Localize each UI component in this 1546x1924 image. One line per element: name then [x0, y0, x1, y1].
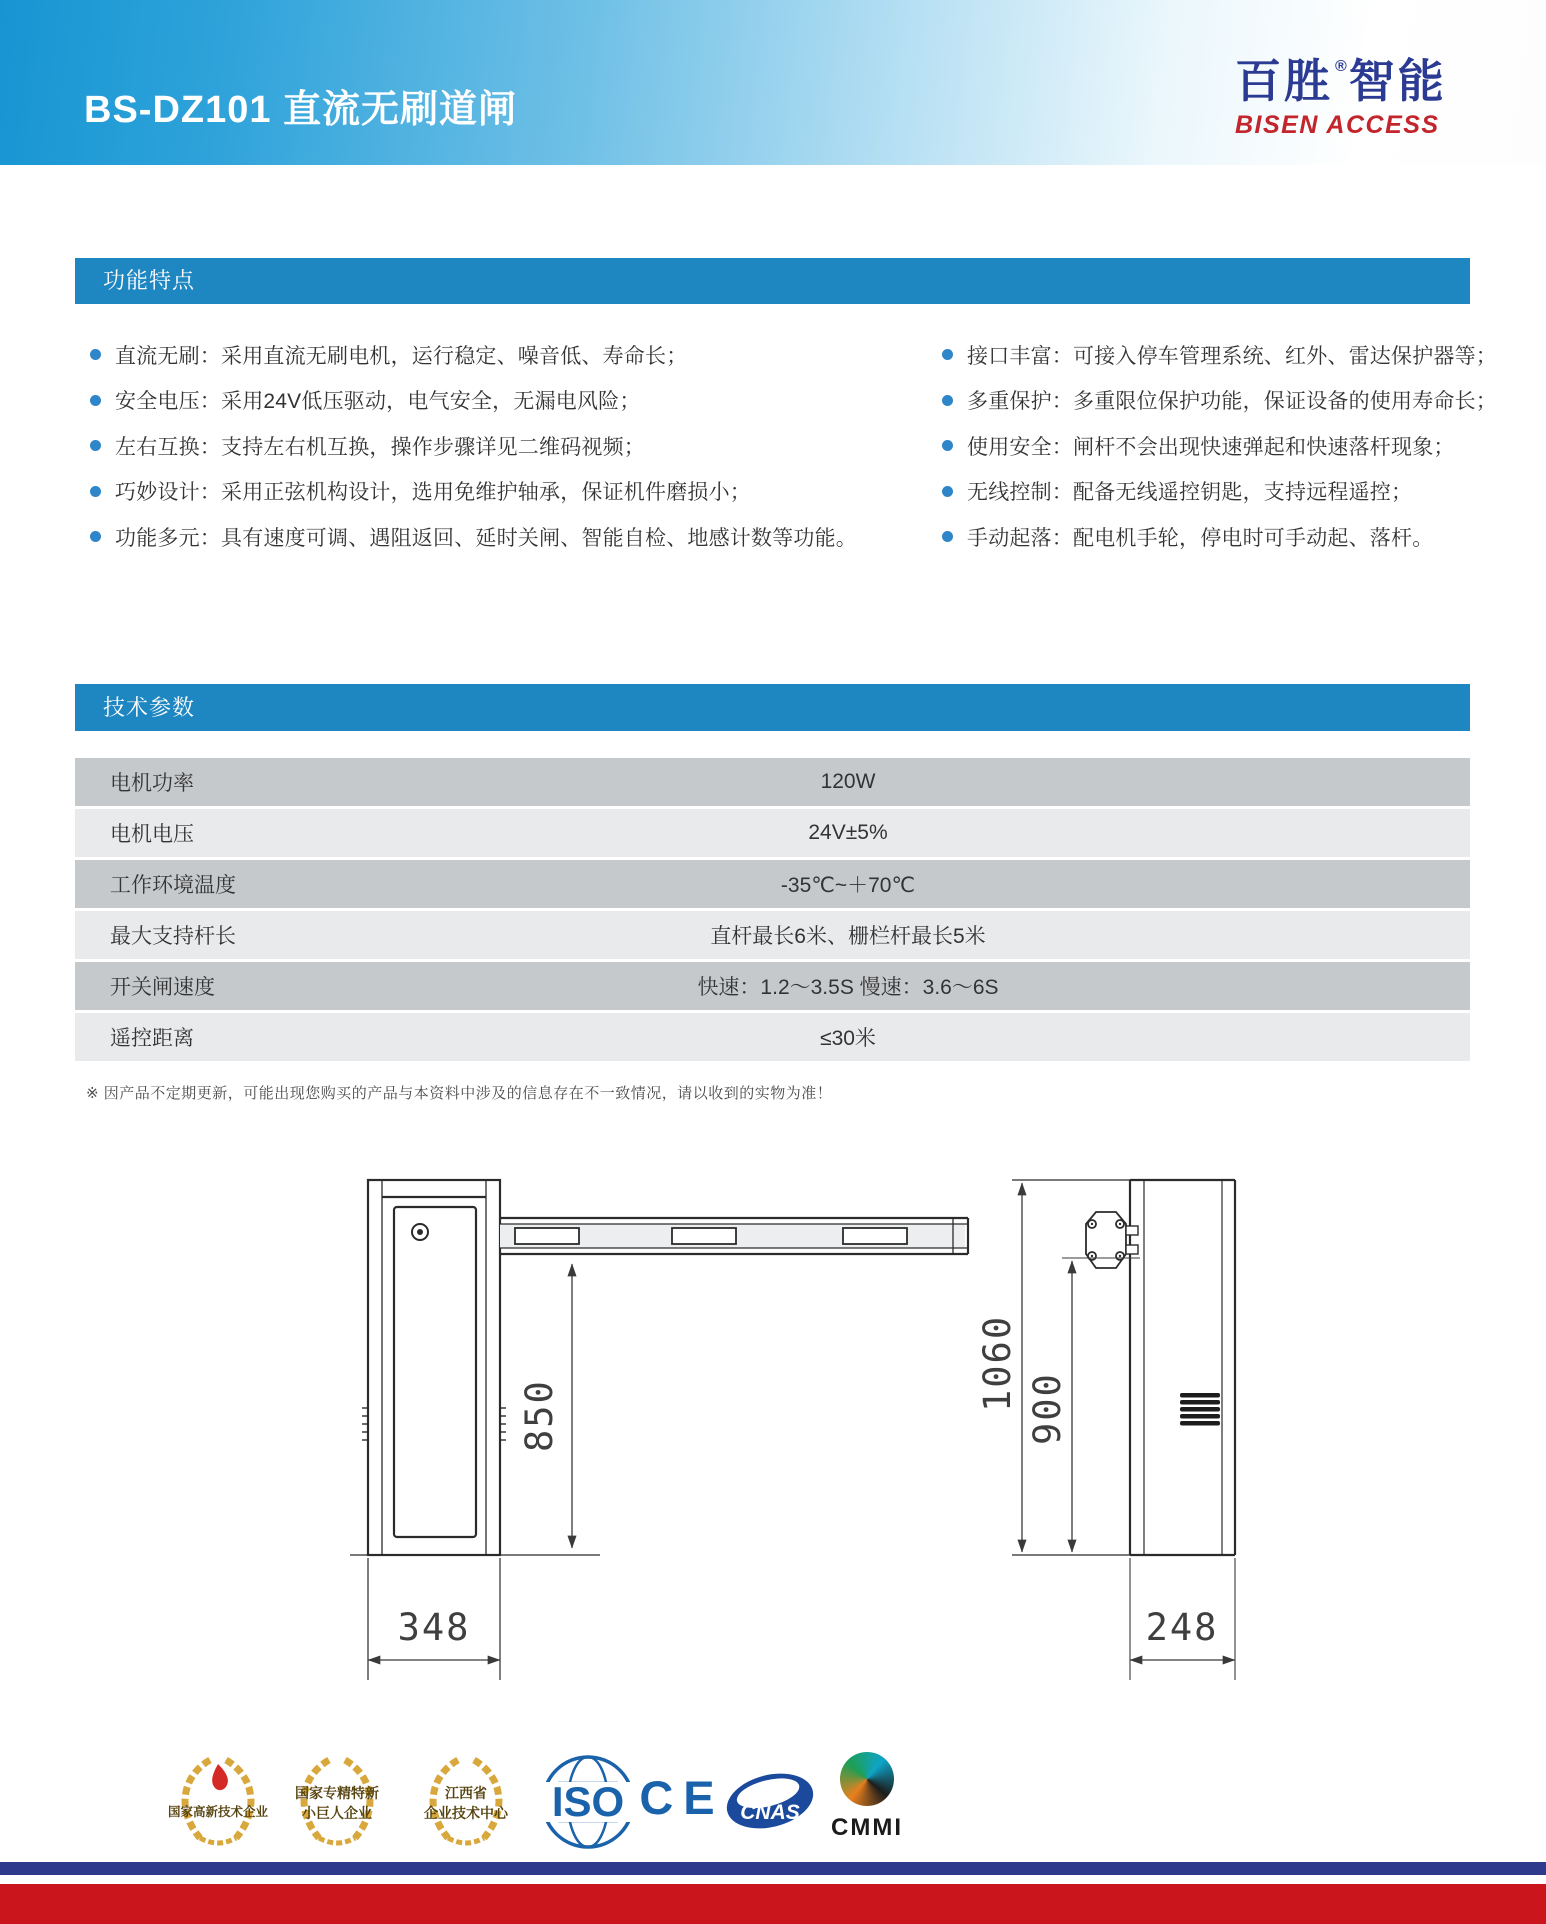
- spec-label: 电机电压: [110, 823, 194, 846]
- dim-side-height: 1060: [976, 1314, 1019, 1412]
- bullet-icon: [90, 440, 101, 451]
- spec-value: -35℃~＋70℃: [780, 874, 916, 897]
- brand-logo: [1235, 55, 1495, 139]
- bullet-icon: [90, 395, 101, 406]
- table-row: [75, 962, 1470, 1010]
- section-header-features: 功能特点: [75, 258, 1470, 304]
- header-banner: [0, 0, 1546, 165]
- svg-text:江西省: 江西省: [445, 1785, 487, 1801]
- table-row: [75, 758, 1470, 806]
- spec-value: 24V±5%: [808, 821, 888, 844]
- spec-label: 工作环境温度: [110, 874, 236, 897]
- table-row: [75, 911, 1470, 959]
- certification-badges: [0, 1748, 1000, 1858]
- feature-list-left: [90, 332, 920, 560]
- feature-item: 安全电压：采用24V低压驱动，电气安全，无漏电风险；: [90, 378, 920, 424]
- flame-icon: [212, 1764, 228, 1790]
- cnas-logo-icon: [724, 1762, 816, 1840]
- svg-text:国家高新技术企业: 国家高新技术企业: [167, 1805, 269, 1819]
- dim-shaft-height: 900: [1026, 1372, 1069, 1445]
- spec-value: ≤30米: [820, 1027, 876, 1050]
- svg-text:CNAS: CNAS: [740, 1801, 800, 1824]
- arm-reflector-strips: [515, 1228, 907, 1244]
- spec-value: 120W: [820, 770, 876, 793]
- feature-item: 多重保护：多重限位保护功能，保证设备的使用寿命长；: [942, 378, 1482, 424]
- badge-tech-center: [406, 1748, 526, 1853]
- brand-logo-en: BISEN ACCESS: [1235, 111, 1440, 139]
- feature-item: 使用安全：闸杆不会出现快速弹起和快速落杆现象；: [942, 423, 1482, 469]
- footer-stripe-navy: [0, 1862, 1546, 1875]
- feature-item: 无线控制：配备无线遥控钥匙，支持远程遥控；: [942, 469, 1482, 515]
- feature-item: 巧妙设计：采用正弦机构设计，选用免维护轴承，保证机件磨损小；: [90, 469, 920, 515]
- bullet-icon: [90, 531, 101, 542]
- feature-item: 左右互换：支持左右机互换，操作步骤详见二维码视频；: [90, 423, 920, 469]
- badge-national-hightech: [158, 1748, 278, 1853]
- section-header-specs: 技术参数: [75, 684, 1470, 731]
- feature-item: 功能多元：具有速度可调、遇阻返回、延时关闸、智能自检、地感计数等功能。: [90, 514, 920, 560]
- spec-value: 快速：1.2～3.5S 慢速：3.6～6S: [697, 976, 999, 999]
- disclaimer-note: ※ 因产品不定期更新，可能出现您购买的产品与本资料中涉及的信息存在不一致情况，请以收到的实物为准！: [86, 1085, 833, 1102]
- dim-front-width: 348: [397, 1606, 471, 1649]
- ce-mark-icon: CE: [639, 1771, 725, 1824]
- specs-table: [75, 758, 1470, 1064]
- spec-label: 电机功率: [110, 772, 194, 795]
- svg-text:ISO: ISO: [551, 1778, 625, 1825]
- feature-list-right: [942, 332, 1497, 560]
- iso-logo-icon: [540, 1750, 636, 1854]
- registered-mark-icon: ®: [1335, 58, 1347, 75]
- bullet-icon: [942, 395, 953, 406]
- spec-label: 开关闸速度: [110, 976, 215, 999]
- table-row: [75, 809, 1470, 857]
- svg-text:企业技术中心: 企业技术中心: [424, 1805, 508, 1821]
- svg-text:国家专精特新: 国家专精特新: [295, 1785, 379, 1801]
- feature-item: 直流无刷：采用直流无刷电机，运行稳定、噪音低、寿命长；: [90, 332, 920, 378]
- spec-value: 直杆最长6米、栅栏杆最长5米: [710, 925, 986, 948]
- bullet-icon: [942, 486, 953, 497]
- spec-label: 最大支持杆长: [110, 925, 236, 948]
- table-row: [75, 860, 1470, 908]
- page-title: BS-DZ101 直流无刷道闸: [84, 89, 518, 131]
- bullet-icon: [90, 349, 101, 360]
- bullet-icon: [942, 440, 953, 451]
- dim-side-depth: 248: [1145, 1606, 1219, 1649]
- badge-little-giant: [277, 1748, 397, 1853]
- brand-logo-cn: 百胜 ®智能: [1235, 55, 1447, 107]
- vent-slots: [1180, 1393, 1220, 1426]
- dim-arm-height: 850: [518, 1379, 561, 1452]
- svg-text:小巨人企业: 小巨人企业: [302, 1805, 372, 1821]
- bullet-icon: [90, 486, 101, 497]
- bullet-icon: [942, 531, 953, 542]
- cmmi-logo: CMMI: [822, 1752, 912, 1852]
- front-view: [350, 1180, 968, 1555]
- technical-drawing: [280, 1140, 1546, 1740]
- spec-label: 遥控距离: [110, 1027, 194, 1050]
- feature-item: 手动起落：配电机手轮，停电时可手动起、落杆。: [942, 514, 1482, 560]
- footer-stripe-red: [0, 1884, 1546, 1924]
- feature-item: 接口丰富：可接入停车管理系统、红外、雷达保护器等；: [942, 332, 1482, 378]
- side-view: [1012, 1180, 1235, 1555]
- bullet-icon: [942, 349, 953, 360]
- cmmi-globe-icon: [840, 1752, 894, 1806]
- table-row: [75, 1013, 1470, 1061]
